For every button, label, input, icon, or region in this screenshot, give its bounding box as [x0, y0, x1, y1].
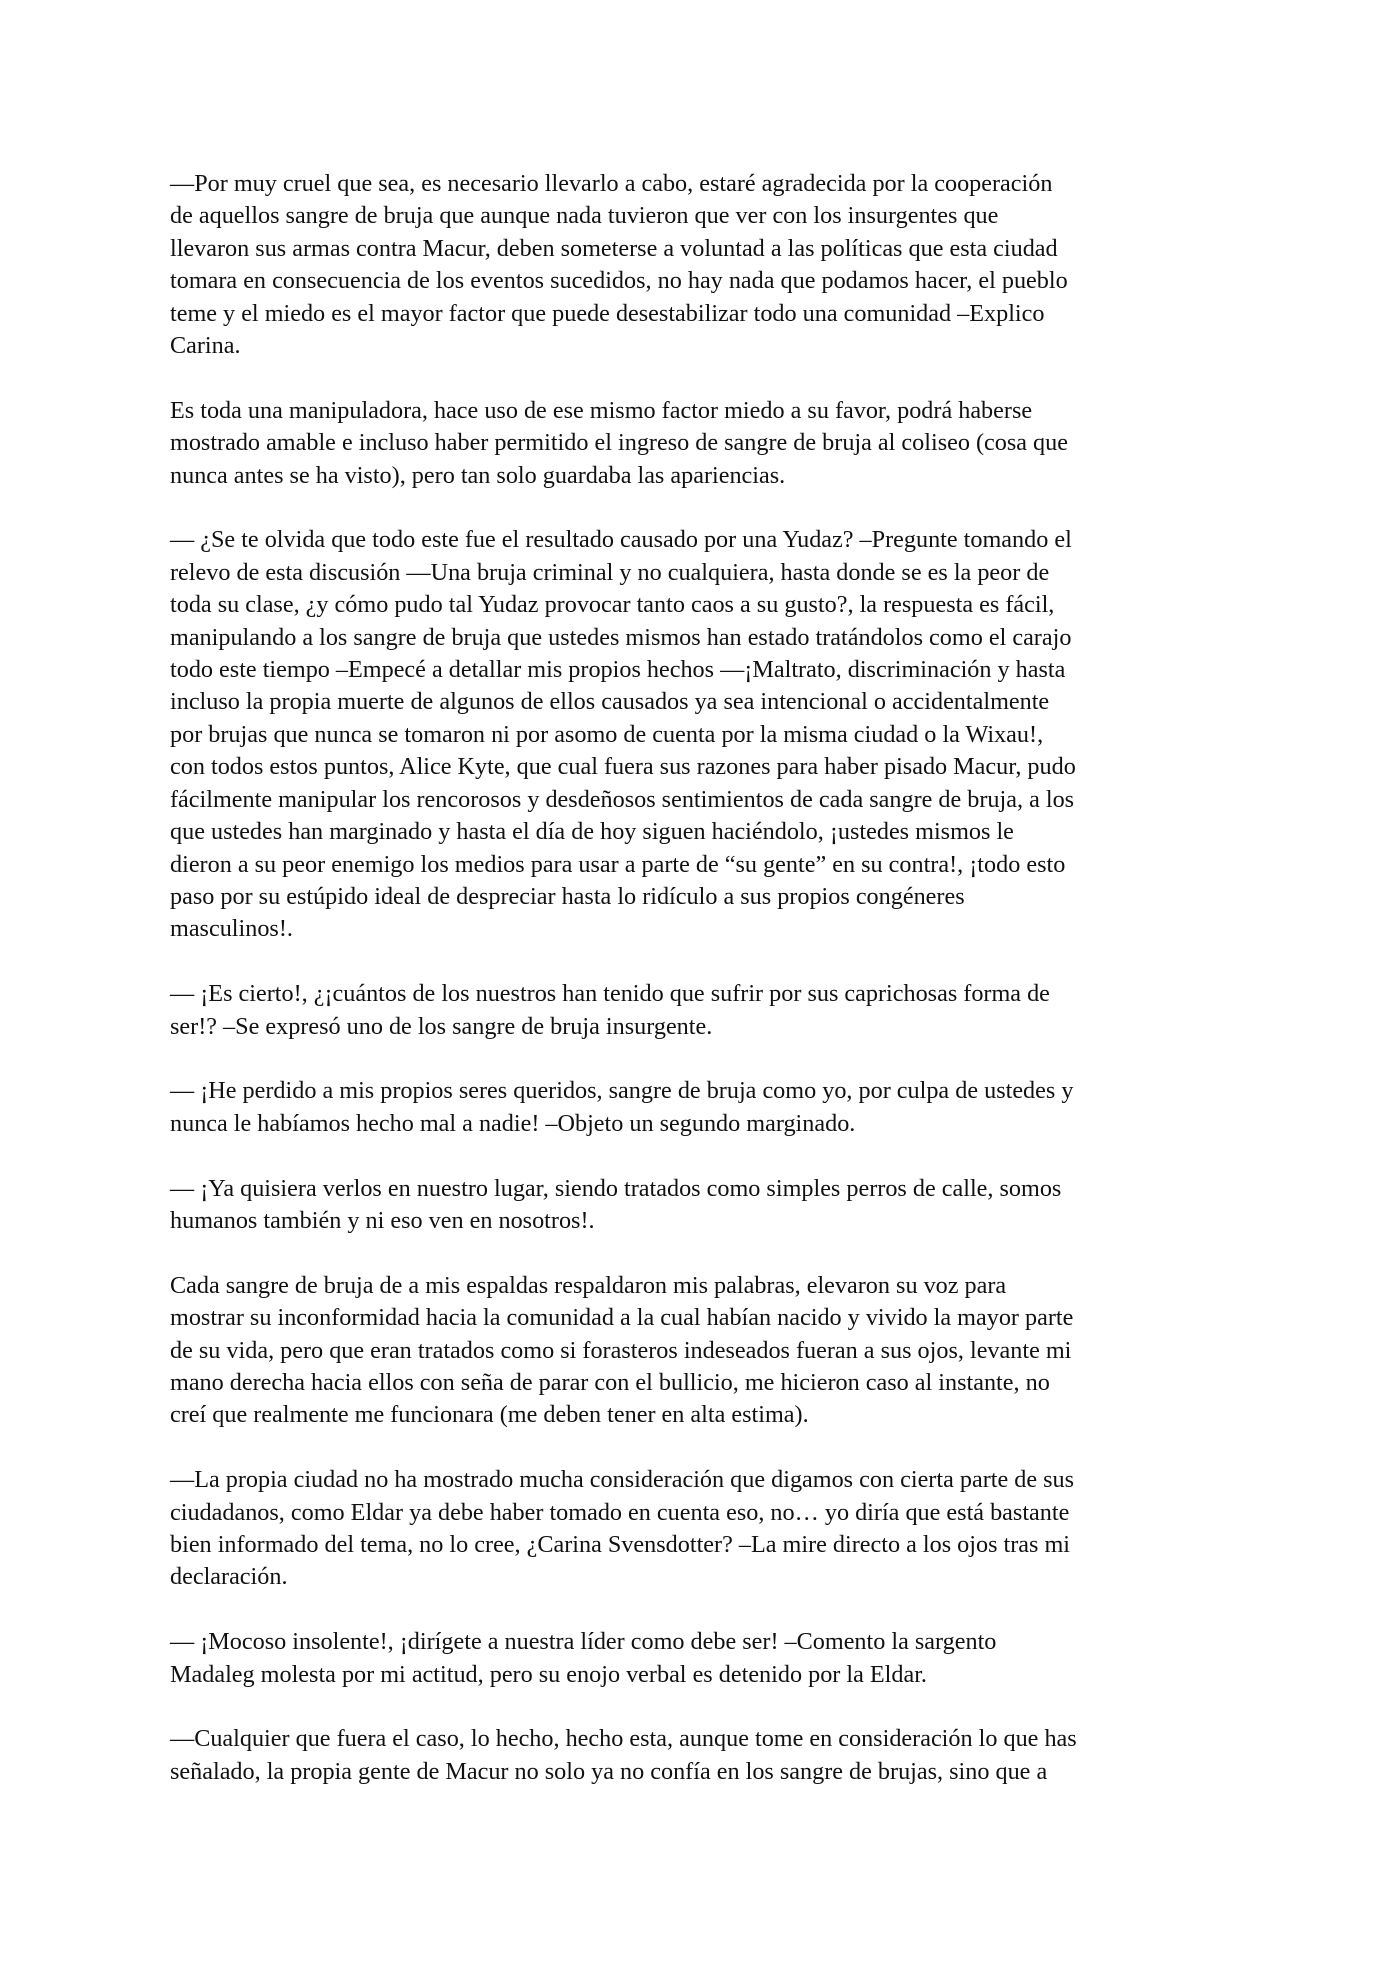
text-line: — ¿Se te olvida que todo este fue el resultado causado por una Yudaz? –Pregunte tomando el [170, 526, 1072, 554]
text-line: nunca antes se ha visto), pero tan solo guardaba las apariencias. [170, 461, 786, 489]
text-line: Es toda una manipuladora, hace uso de ese mismo factor miedo a su favor, podrá haberse [170, 396, 1033, 424]
text-line: tomara en consecuencia de los eventos sucedidos, no hay nada que podamos hacer, el pueblo [170, 267, 1068, 295]
text-line: nunca le habíamos hecho mal a nadie! –Objeto un segundo marginado. [170, 1109, 856, 1137]
text-line: todo este tiempo –Empecé a detallar mis propios hechos —¡Maltrato, discriminación y hasta [170, 656, 1066, 684]
text-line: que ustedes han marginado y hasta el día de hoy siguen haciéndolo, ¡ustedes mismos le [170, 818, 1014, 846]
paragraph [170, 978, 1232, 1043]
text-line: paso por su estúpido ideal de despreciar hasta lo ridículo a sus propios congéneres [170, 882, 965, 910]
paragraph [170, 395, 1232, 492]
text-line: mano derecha hacia ellos con seña de parar con el bullicio, me hicieron caso al instante, no [170, 1368, 1050, 1396]
text-line: con todos estos puntos, Alice Kyte, que cual fuera sus razones para haber pisado Macur, pudo [170, 753, 1076, 781]
text-line: Cada sangre de bruja de a mis espaldas respaldaron mis palabras, elevaron su voz para [170, 1271, 1007, 1299]
text-line: señalado, la propia gente de Macur no solo ya no confía en los sangre de brujas, sino que a [170, 1757, 1048, 1785]
text-line: declaración. [170, 1563, 288, 1591]
text-line: —La propia ciudad no ha mostrado mucha consideración que digamos con cierta parte de sus [170, 1466, 1075, 1494]
text-line: teme y el miedo es el mayor factor que puede desestabilizar todo una comunidad –Explico [170, 299, 1045, 327]
paragraph [170, 1464, 1232, 1594]
text-line: ciudadanos, como Eldar ya debe haber tomado en cuenta eso, no… yo diría que está bastante [170, 1498, 1070, 1526]
text-line: bien informado del tema, no lo cree, ¿Carina Svensdotter? –La mire directo a los ojos tras mi [170, 1530, 1071, 1558]
text-line: incluso la propia muerte de algunos de ellos causados ya sea intencional o accidentalmente [170, 688, 1050, 716]
text-line: manipulando a los sangre de bruja que ustedes mismos han estado tratándolos como el carajo [170, 623, 1072, 651]
text-line: ser!? –Se expresó uno de los sangre de bruja insurgente. [170, 1012, 713, 1040]
text-line: dieron a su peor enemigo los medios para usar a parte de “su gente” en su contra!, ¡todo esto [170, 850, 1066, 878]
text-line: relevo de esta discusión —Una bruja criminal y no cualquiera, hasta donde se es la peor de [170, 558, 1050, 586]
paragraph [170, 1626, 1232, 1691]
text-line: de su vida, pero que eran tratados como si forasteros indeseados fueran a sus ojos, levante mi [170, 1336, 1072, 1364]
text-line: Carina. [170, 332, 241, 360]
text-line: de aquellos sangre de bruja que aunque nada tuvieron que ver con los insurgentes que [170, 202, 999, 230]
text-line: mostrar su inconformidad hacia la comunidad a la cual habían nacido y vivido la mayor parte [170, 1304, 1074, 1332]
text-line: por brujas que nunca se tomaron ni por asomo de cuenta por la misma ciudad o la Wixau!, [170, 720, 1044, 748]
paragraph [170, 1723, 1232, 1788]
paragraph [170, 524, 1232, 945]
document-body [170, 168, 1232, 1821]
text-line: mostrado amable e incluso haber permitido el ingreso de sangre de bruja al coliseo (cosa que [170, 429, 1068, 457]
text-line: fácilmente manipular los rencorosos y desdeñosos sentimientos de cada sangre de bruja, a los [170, 785, 1075, 813]
text-line: humanos también y ni eso ven en nosotros!. [170, 1206, 595, 1234]
text-line: toda su clase, ¿y cómo pudo tal Yudaz provocar tanto caos a su gusto?, la respuesta es fácil, [170, 591, 1055, 619]
text-line: —Por muy cruel que sea, es necesario llevarlo a cabo, estaré agradecida por la cooperación [170, 170, 1053, 197]
text-line: Madaleg molesta por mi actitud, pero su enojo verbal es detenido por la Eldar. [170, 1660, 927, 1688]
paragraph [170, 1075, 1232, 1140]
text-line: masculinos!. [170, 915, 293, 943]
paragraph [170, 1270, 1232, 1432]
text-line: — ¡Mocoso insolente!, ¡dirígete a nuestra líder como debe ser! –Comento la sargento [170, 1628, 997, 1656]
text-line: llevaron sus armas contra Macur, deben someterse a voluntad a las políticas que esta ciudad [170, 234, 1058, 262]
text-line: — ¡Ya quisiera verlos en nuestro lugar, siendo tratados como simples perros de calle, somos [170, 1174, 1062, 1202]
text-line: —Cualquier que fuera el caso, lo hecho, hecho esta, aunque tome en consideración lo que has [170, 1725, 1077, 1753]
text-line: — ¡He perdido a mis propios seres queridos, sangre de bruja como yo, por culpa de ustedes y [170, 1077, 1074, 1105]
text-line: creí que realmente me funcionara (me deben tener en alta estima). [170, 1401, 809, 1429]
text-line: — ¡Es cierto!, ¿¡cuántos de los nuestros han tenido que sufrir por sus caprichosas forma de [170, 980, 1050, 1008]
paragraph [170, 168, 1232, 362]
paragraph [170, 1173, 1232, 1238]
